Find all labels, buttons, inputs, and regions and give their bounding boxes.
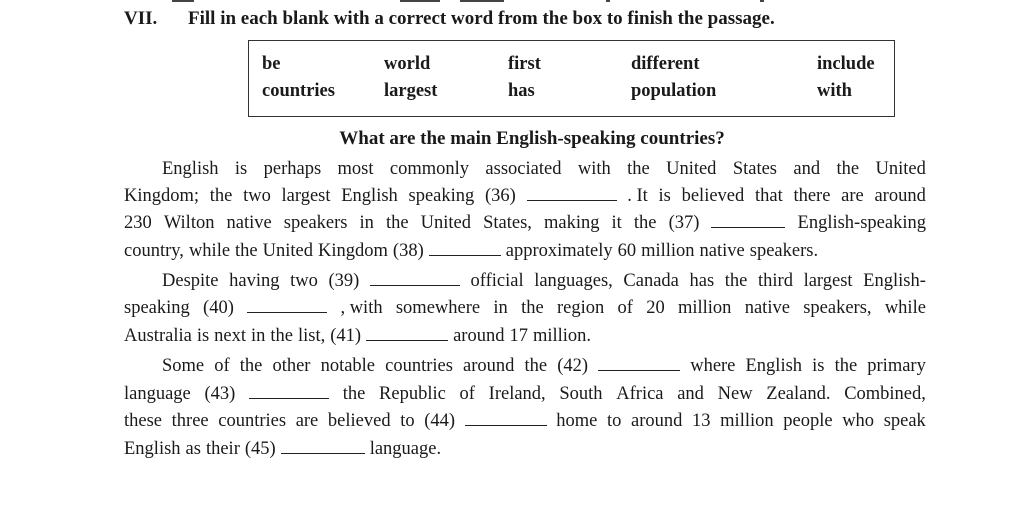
passage-word: 230 bbox=[124, 213, 152, 233]
passage-word: while bbox=[884, 298, 926, 318]
answer-blank-44[interactable] bbox=[465, 424, 547, 426]
passage-word: , with bbox=[340, 298, 383, 318]
passage-word: largest bbox=[803, 271, 853, 291]
passage-word: Wilton bbox=[163, 213, 215, 233]
passage-word: 13 bbox=[692, 411, 711, 431]
word-box-item: largest bbox=[384, 81, 438, 101]
passage-word: . It bbox=[627, 186, 648, 206]
passage-word: English bbox=[162, 159, 219, 179]
answer-blank-38[interactable] bbox=[429, 254, 501, 256]
word-box-item: include bbox=[817, 54, 875, 74]
exercise-heading bbox=[124, 8, 775, 30]
passage-word: (36) bbox=[484, 186, 516, 206]
passage-word: is bbox=[812, 356, 825, 376]
passage-word: notable bbox=[320, 356, 376, 376]
passage-title: What are the main English-speaking countries? bbox=[339, 128, 725, 149]
passage-word: (42) bbox=[557, 356, 589, 376]
passage-word: native bbox=[226, 213, 272, 233]
passage-word: commonly bbox=[389, 159, 470, 179]
passage-word: list, bbox=[298, 326, 326, 346]
passage-word: the bbox=[724, 271, 748, 291]
passage-word: native bbox=[699, 241, 745, 261]
answer-blank-40[interactable] bbox=[247, 311, 327, 313]
passage-line bbox=[124, 411, 926, 432]
passage-word: where bbox=[690, 356, 736, 376]
passage-word: of bbox=[459, 384, 475, 404]
passage-word: Ireland, bbox=[488, 384, 546, 404]
passage-word: the bbox=[209, 186, 233, 206]
passage-word: perhaps bbox=[263, 159, 322, 179]
word-box-item: be bbox=[262, 54, 281, 74]
passage-word: speak bbox=[883, 411, 926, 431]
passage-word: (41) bbox=[330, 326, 362, 346]
passage-line bbox=[162, 159, 926, 180]
answer-blank-43[interactable] bbox=[249, 397, 329, 399]
passage-word: (37) bbox=[668, 213, 700, 233]
word-box-item: with bbox=[817, 81, 852, 101]
passage-word: believed bbox=[681, 186, 745, 206]
passage-word: has bbox=[689, 271, 715, 291]
word-box-item: world bbox=[384, 54, 431, 74]
passage-word: speakers bbox=[283, 213, 348, 233]
passage-word: the bbox=[270, 326, 294, 346]
passage-word: are bbox=[295, 411, 319, 431]
passage-word: to bbox=[607, 411, 622, 431]
word-box bbox=[248, 40, 895, 117]
passage-word: United bbox=[875, 159, 926, 179]
passage-word: Some bbox=[162, 356, 205, 376]
passage-word: native bbox=[744, 298, 790, 318]
passage-word: around bbox=[453, 326, 505, 346]
passage-line bbox=[124, 439, 926, 460]
passage-line bbox=[124, 298, 926, 319]
passage-word: Kingdom bbox=[318, 241, 388, 261]
passage-word: the bbox=[633, 213, 657, 233]
passage-word: speaking bbox=[124, 298, 190, 318]
passage-word: to bbox=[400, 411, 415, 431]
passage-word: (39) bbox=[328, 271, 360, 291]
passage-word: and bbox=[677, 384, 704, 404]
passage-word: the bbox=[834, 356, 858, 376]
passage-word: English bbox=[124, 439, 181, 459]
passage-word: three bbox=[171, 411, 209, 431]
passage-word: most bbox=[337, 159, 374, 179]
passage-word: associated bbox=[485, 159, 562, 179]
passage-word: Zealand. bbox=[766, 384, 831, 404]
passage-word: the bbox=[627, 159, 650, 179]
passage-word: around bbox=[874, 186, 926, 206]
exercise-instruction: Fill in each blank with a correct word from the box to finish the passage. bbox=[188, 8, 775, 29]
passage-word: having bbox=[229, 271, 280, 291]
word-box-item: has bbox=[508, 81, 535, 101]
answer-blank-36[interactable] bbox=[527, 199, 617, 201]
passage-word: 20 bbox=[646, 298, 665, 318]
answer-blank-45[interactable] bbox=[281, 452, 365, 454]
word-box-item: different bbox=[631, 54, 700, 74]
passage-word: country, bbox=[124, 241, 184, 261]
passage-word: Canada bbox=[623, 271, 679, 291]
passage-word: language. bbox=[369, 439, 442, 459]
passage-word: third bbox=[758, 271, 793, 291]
passage-word: their bbox=[205, 439, 240, 459]
passage-word: New bbox=[717, 384, 753, 404]
passage-word: (40) bbox=[203, 298, 234, 318]
passage-word: official bbox=[470, 271, 524, 291]
passage-word: making bbox=[543, 213, 600, 233]
passage-word: 17 bbox=[509, 326, 528, 346]
passage-word: two bbox=[243, 186, 271, 206]
passage-word: Africa bbox=[616, 384, 664, 404]
passage-word: the bbox=[342, 384, 366, 404]
passage-word: other bbox=[272, 356, 311, 376]
answer-blank-39[interactable] bbox=[370, 284, 460, 286]
answer-blank-42[interactable] bbox=[598, 369, 680, 371]
passage-word: countries bbox=[218, 411, 287, 431]
passage-word: with bbox=[577, 159, 611, 179]
passage-word: people bbox=[783, 411, 833, 431]
passage-word: believed bbox=[327, 411, 391, 431]
passage-word: the bbox=[235, 241, 258, 261]
passage-word: million bbox=[641, 241, 695, 261]
passage-line bbox=[124, 186, 926, 207]
passage-word: two bbox=[290, 271, 318, 291]
passage-word: United bbox=[666, 159, 717, 179]
passage-word: these bbox=[124, 411, 163, 431]
passage-word: next bbox=[214, 326, 247, 346]
answer-blank-37[interactable] bbox=[711, 226, 785, 228]
passage-word: (44) bbox=[424, 411, 456, 431]
passage-word: of bbox=[214, 356, 230, 376]
word-box-item: first bbox=[508, 54, 541, 74]
passage-word: it bbox=[611, 213, 622, 233]
passage-word: English-speaking bbox=[797, 213, 926, 233]
passage-word: speakers. bbox=[749, 241, 819, 261]
passage-word: that bbox=[754, 186, 783, 206]
passage-word: is bbox=[658, 186, 671, 206]
passage-word: countries bbox=[385, 356, 453, 376]
passage-word: English- bbox=[863, 271, 926, 291]
passage-word: Despite bbox=[162, 271, 219, 291]
passage-word: States bbox=[732, 159, 778, 179]
passage-word: United bbox=[420, 213, 472, 233]
passage-word: region bbox=[556, 298, 605, 318]
passage-word: is bbox=[196, 326, 210, 346]
passage-word: Republic bbox=[379, 384, 446, 404]
passage-word: (38) bbox=[392, 241, 424, 261]
passage-word: there bbox=[793, 186, 831, 206]
answer-blank-41[interactable] bbox=[366, 339, 448, 341]
passage-word: largest bbox=[281, 186, 331, 206]
passage-word: in bbox=[359, 213, 374, 233]
passage-word: and bbox=[793, 159, 821, 179]
passage-word: the bbox=[521, 298, 544, 318]
passage-word: million. bbox=[532, 326, 592, 346]
passage-line bbox=[124, 213, 926, 234]
passage-word: Kingdom; bbox=[124, 186, 200, 206]
passage-line bbox=[124, 384, 926, 405]
passage-line bbox=[124, 241, 926, 262]
passage-word: speaking bbox=[408, 186, 475, 206]
passage-word: languages, bbox=[534, 271, 613, 291]
passage-word: million bbox=[720, 411, 774, 431]
passage-word: are bbox=[841, 186, 864, 206]
passage-word: approximately bbox=[505, 241, 613, 261]
passage-word: States, bbox=[483, 213, 532, 233]
passage-word: as bbox=[185, 439, 201, 459]
word-box-item: population bbox=[631, 81, 717, 101]
passage-word: the bbox=[386, 213, 409, 233]
passage-word: around bbox=[631, 411, 683, 431]
passage-line bbox=[162, 271, 926, 292]
passage-line bbox=[162, 356, 926, 377]
passage-word: speakers, bbox=[803, 298, 872, 318]
passage-word: United bbox=[262, 241, 314, 261]
passage-word: (43) bbox=[204, 384, 236, 404]
passage-word: primary bbox=[867, 356, 926, 376]
passage-word: the bbox=[524, 356, 548, 376]
passage-word: while bbox=[188, 241, 231, 261]
passage-word: language bbox=[124, 384, 191, 404]
passage-word: of bbox=[617, 298, 633, 318]
passage-word: in bbox=[251, 326, 266, 346]
passage-word: Australia bbox=[124, 326, 192, 346]
passage-word: 60 bbox=[617, 241, 637, 261]
passage-line bbox=[124, 326, 926, 347]
passage-word: in bbox=[493, 298, 508, 318]
passage-word: around bbox=[463, 356, 515, 376]
passage-word: English bbox=[745, 356, 803, 376]
passage-word: English bbox=[341, 186, 398, 206]
passage-word: home bbox=[556, 411, 598, 431]
cropped-line-fragments bbox=[0, 0, 1024, 4]
passage-word: who bbox=[842, 411, 875, 431]
passage-word: the bbox=[836, 159, 860, 179]
exercise-number: VII. bbox=[124, 8, 158, 29]
passage-word: the bbox=[239, 356, 263, 376]
passage-word: million bbox=[677, 298, 732, 318]
passage-word: (45) bbox=[244, 439, 276, 459]
passage-word: South bbox=[559, 384, 603, 404]
word-box-item: countries bbox=[262, 81, 335, 101]
passage-word: somewhere bbox=[395, 298, 481, 318]
passage-word: is bbox=[234, 159, 248, 179]
passage-word: Combined, bbox=[844, 384, 926, 404]
